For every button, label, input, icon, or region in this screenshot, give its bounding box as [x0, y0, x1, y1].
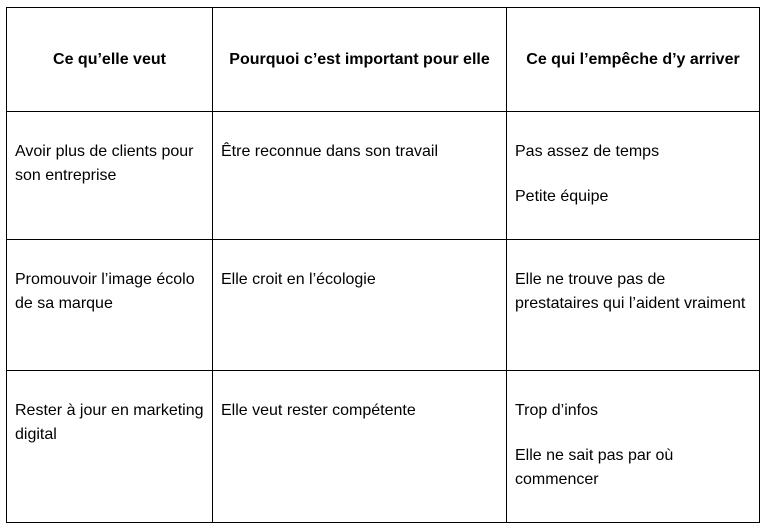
blocker-item: Elle ne sait pas par où commencer: [515, 447, 674, 488]
cell-want: [7, 240, 213, 371]
cell-why: [213, 112, 507, 240]
cell-text: Avoir plus de clients pour son entreprise: [15, 143, 194, 184]
cell-blockers: [507, 112, 760, 240]
cell-text: Elle veut rester compétente: [221, 402, 416, 419]
cell-why: [213, 240, 507, 371]
table-row: [7, 240, 760, 371]
table-header-row: [7, 8, 760, 112]
blocker-item: Trop d’infos: [515, 402, 598, 419]
blocker-item: Elle ne trouve pas de prestataires qui l’aident vraiment: [515, 271, 746, 312]
blocker-item: Pas assez de temps: [515, 143, 660, 160]
header-want: Ce qu’elle veut: [7, 8, 213, 112]
header-why: Pourquoi c’est important pour elle: [213, 8, 507, 112]
cell-blockers: [507, 371, 760, 523]
blocker-item: Petite équipe: [515, 188, 609, 205]
cell-want: [7, 371, 213, 523]
cell-text: Rester à jour en marketing digital: [15, 402, 204, 443]
table-row: [7, 371, 760, 523]
cell-want: [7, 112, 213, 240]
cell-why: [213, 371, 507, 523]
cell-text: Elle croit en l’écologie: [221, 271, 376, 288]
persona-table: [6, 7, 760, 523]
cell-blockers: [507, 240, 760, 371]
cell-text: Être reconnue dans son travail: [221, 143, 439, 160]
header-blockers: Ce qui l’empêche d’y arriver: [507, 8, 760, 112]
table-row: [7, 112, 760, 240]
cell-text: Promouvoir l’image écolo de sa marque: [15, 271, 195, 312]
